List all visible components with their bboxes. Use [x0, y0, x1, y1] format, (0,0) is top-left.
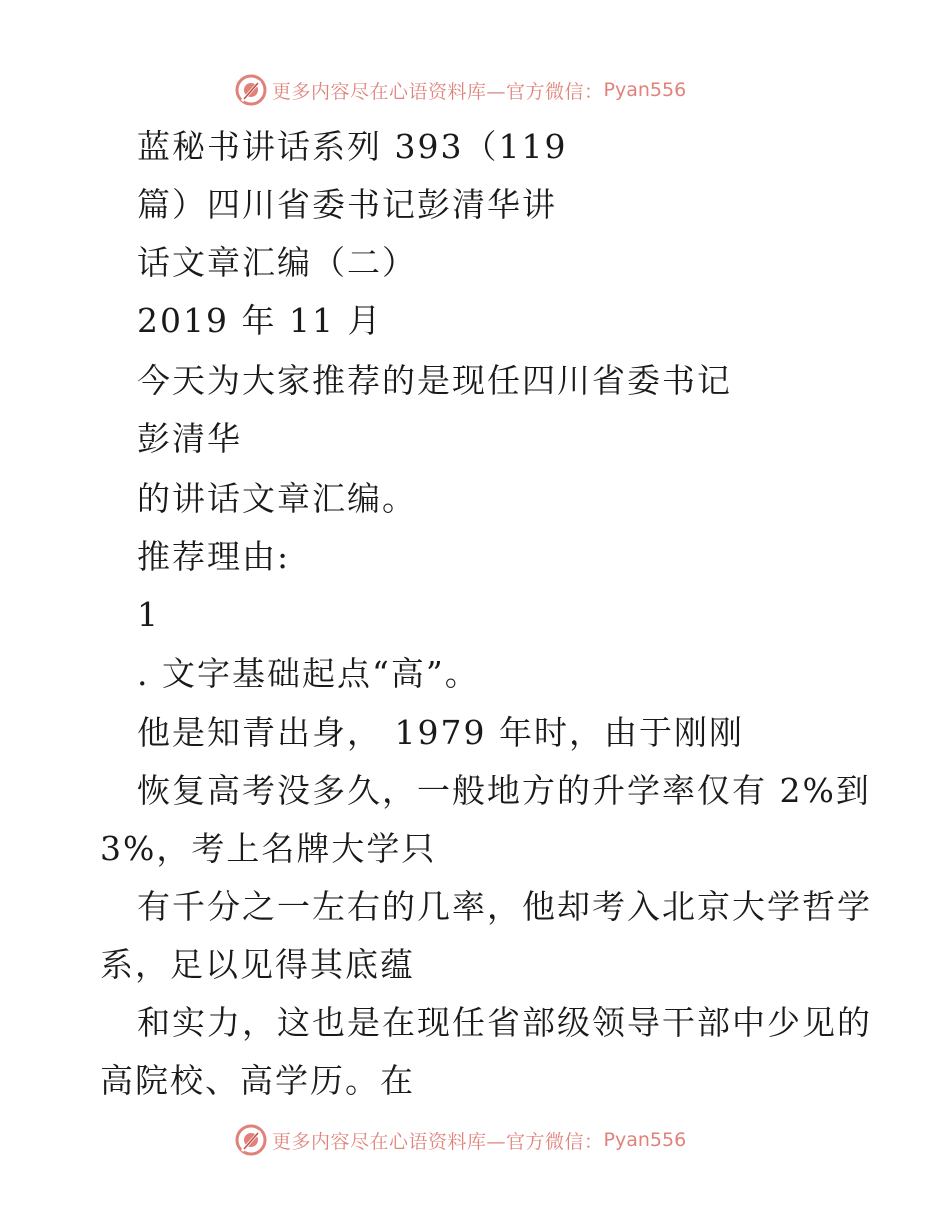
watermark-logo-icon: [234, 73, 268, 107]
body-line: 1: [137, 595, 160, 634]
body-line: 推荐理由:: [137, 537, 291, 576]
watermark-wechat-id: Pyan556: [603, 1129, 687, 1151]
title-line-2: 篇）四川省委书记彭清华讲: [137, 185, 557, 224]
body-line: . 文字基础起点“高”。: [137, 654, 480, 693]
body-line: 3%，考上名牌大学只: [100, 829, 437, 868]
title-line-3: 话文章汇编（二）: [137, 243, 417, 282]
body-line: 高院校、高学历。在: [100, 1061, 415, 1100]
body-line: 恢复高考没多久，一般地方的升学率仅有 2%到: [137, 771, 871, 810]
body-line: 和实力，这也是在现任省部级领导干部中少见的: [137, 1003, 872, 1042]
watermark-text: 更多内容尽在心语资料库—官方微信：: [272, 80, 604, 103]
watermark-banner-bottom: [234, 1122, 686, 1158]
watermark-text: 更多内容尽在心语资料库—官方微信：: [272, 1130, 604, 1153]
watermark-logo-icon: [234, 1123, 268, 1157]
body-line: 他是知青出身， 1979 年时，由于刚刚: [137, 713, 744, 752]
watermark-wechat-id: Pyan556: [603, 79, 687, 101]
document-date: 2019 年 11 月: [137, 301, 383, 340]
body-line: 系，足以见得其底蕴: [100, 945, 415, 984]
body-line: 有千分之一左右的几率，他却考入北京大学哲学: [137, 887, 872, 926]
body-line: 彭清华: [137, 419, 242, 458]
body-line: 的讲话文章汇编。: [137, 479, 417, 518]
title-line-1: 蓝秘书讲话系列 393（119: [137, 127, 568, 166]
body-line: 今天为大家推荐的是现任四川省委书记: [137, 361, 732, 400]
watermark-banner-top: [234, 72, 686, 108]
